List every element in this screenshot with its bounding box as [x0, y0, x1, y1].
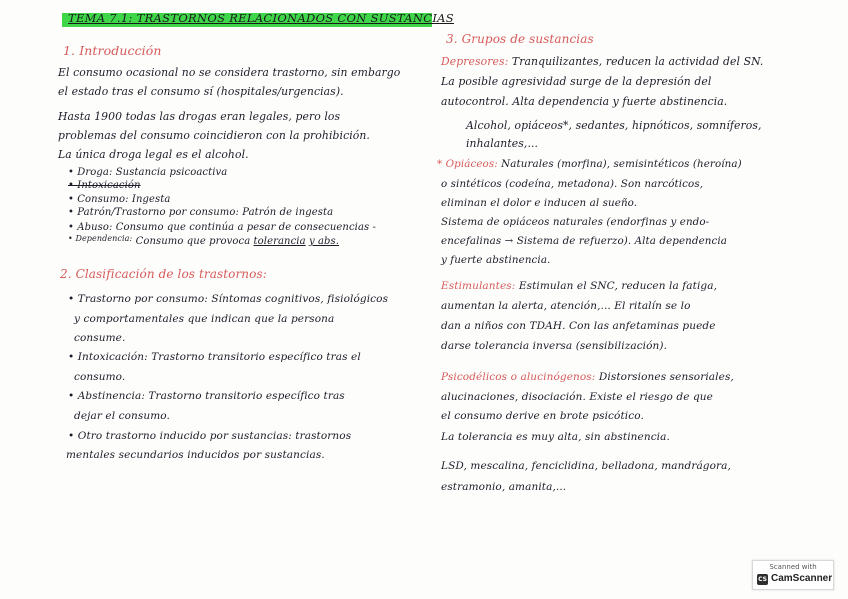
- bullet-dependencia: [68, 236, 339, 247]
- paragraph-1-line-2: el estado tras el consumo sí (hospitales/urgencias).: [58, 85, 344, 98]
- clasif-1-line-2: y comportamentales que indican que la persona: [74, 313, 335, 325]
- estimulantes-line-3: dan a niños con TDAH. Con las anfetaminas puede: [441, 320, 716, 332]
- depresores-line-2: La posible agresividad surge de la depresión del: [441, 75, 712, 88]
- paragraph-2-line-2: problemas del consumo coincidieron con la prohibición.: [58, 129, 370, 142]
- watermark-brand: CamScanner: [771, 573, 833, 584]
- bullet-patron: • Patrón/Trastorno por consumo: Patrón de ingesta: [68, 207, 334, 218]
- estimulantes-line-1: Estimulantes: Estimulan el SNC, reducen la fatiga,: [441, 280, 718, 292]
- psicodelicos-line-4: La tolerancia es muy alta, sin abstinencia.: [441, 431, 670, 443]
- bullet-intoxicacion-struck: • Intoxicación: [68, 180, 141, 191]
- opiaceos-label: * Opiáceos:: [437, 158, 498, 170]
- depresores-examples-2: inhalantes,...: [466, 137, 539, 150]
- depresores-examples-1: Alcohol, opiáceos*, sedantes, hipnóticos, somníferos,: [466, 119, 762, 132]
- clasif-1-line-1: • Trastorno por consumo: Síntomas cognitivos, fisiológicos: [68, 293, 389, 305]
- dependencia-label: • Dependencia:: [68, 234, 133, 243]
- clasif-2-line-1: • Intoxicación: Trastorno transitorio específico tras el: [68, 351, 361, 363]
- clasif-2-line-2: consumo.: [74, 371, 126, 383]
- paragraph-2-line-1: Hasta 1900 todas las drogas eran legales, pero los: [58, 110, 341, 123]
- opiaceos-line-4: Sistema de opiáceos naturales (endorfinas y endo-: [441, 216, 710, 228]
- psicodelicos-line-1: Psicodélicos o alucinógenos: Distorsiones sensoriales,: [441, 371, 734, 383]
- title-text: : TRASTORNOS RELACIONADOS CON SUSTANCIAS: [128, 11, 454, 25]
- depresores-line-1: Depresores: Tranquilizantes, reducen la actividad del SN.: [441, 55, 764, 68]
- psicodelicos-line-2: alucinaciones, disociación. Existe el riesgo de que: [441, 391, 713, 403]
- clasif-4-line-1: • Otro trastorno inducido por sustancias: trastornos: [68, 430, 352, 442]
- page-title: [60, 9, 454, 28]
- opiaceos-line-6: y fuerte abstinencia.: [441, 254, 551, 266]
- psicodelicos-label: Psicodélicos o alucinógenos:: [441, 371, 596, 383]
- clasif-3-line-2: dejar el consumo.: [74, 410, 170, 422]
- bullet-consumo: • Consumo: Ingesta: [68, 194, 171, 205]
- bullet-droga: • Droga: Sustancia psicoactiva: [68, 167, 228, 178]
- camscanner-watermark: [752, 560, 834, 590]
- psicodelicos-line-5: LSD, mescalina, fenciclidina, belladona, mandrágora,: [441, 460, 731, 472]
- dependencia-abs: y abs.: [308, 236, 340, 247]
- estimulantes-label: Estimulantes:: [441, 280, 516, 292]
- section-1-heading: 1. Introducción: [63, 43, 162, 58]
- paragraph-2-line-3: La única droga legal es el alcohol.: [58, 148, 249, 161]
- paragraph-1-line-1: El consumo ocasional no se considera trastorno, sin embargo: [58, 66, 401, 79]
- opiaceos-line-1: * Opiáceos: Naturales (morfina), semisintéticos (heroína): [437, 158, 742, 170]
- dependencia-tolerancia: tolerancia: [253, 236, 306, 247]
- depresores-label: Depresores:: [441, 55, 509, 68]
- clasif-3-line-1: • Abstinencia: Trastorno transitorio específico tras: [68, 390, 345, 402]
- estimulantes-line-2: aumentan la alerta, atención,... El ritalín se lo: [441, 300, 691, 312]
- section-3-heading: 3. Grupos de sustancias: [446, 32, 594, 46]
- depresores-line-3: autocontrol. Alta dependencia y fuerte abstinencia.: [441, 95, 728, 108]
- section-2-heading: 2. Clasificación de los trastornos:: [60, 267, 267, 281]
- camscanner-logo-icon: CS: [758, 576, 767, 583]
- opiaceos-line-2: o sintéticos (codeína, metadona). Son narcóticos,: [441, 178, 704, 190]
- clasif-4-line-2: mentales secundarios inducidos por sustancias.: [66, 449, 325, 461]
- clasif-1-line-3: consume.: [74, 332, 126, 344]
- watermark-caption: Scanned with: [769, 563, 817, 571]
- bullet-abuso: • Abuso: Consumo que continúa a pesar de consecuencias -: [68, 222, 377, 233]
- opiaceos-line-5: encefalinas → Sistema de refuerzo). Alta dependencia: [441, 235, 728, 247]
- opiaceos-line-3: eliminan el dolor e inducen al sueño.: [441, 197, 638, 209]
- estimulantes-line-4: darse tolerancia inversa (sensibilización).: [441, 340, 668, 352]
- psicodelicos-line-3: el consumo derive en brote psicótico.: [441, 410, 644, 422]
- psicodelicos-line-6: estramonio, amanita,...: [441, 481, 567, 493]
- title-prefix: TEMA 7.1: [68, 11, 129, 25]
- dependencia-text: Consumo que provoca: [135, 236, 251, 247]
